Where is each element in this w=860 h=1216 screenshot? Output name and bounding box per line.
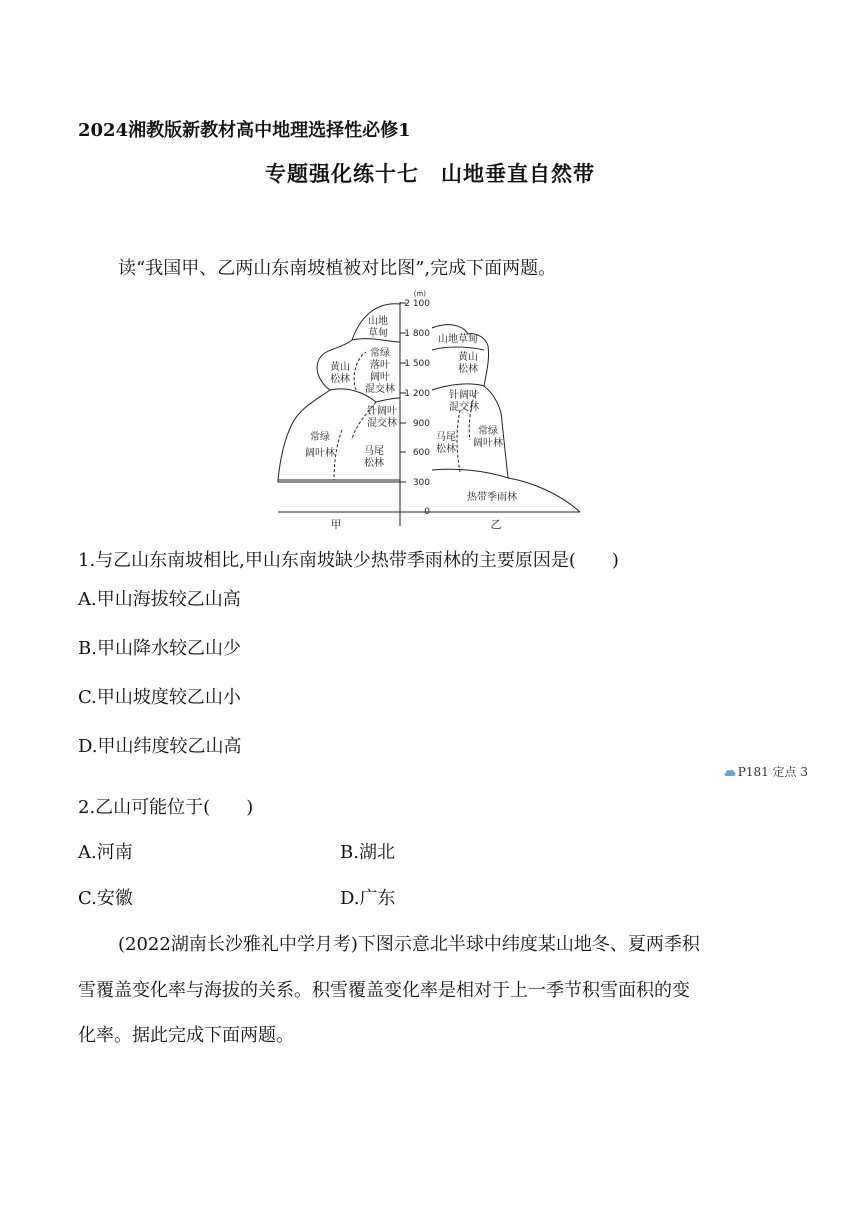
tick-label: 0 xyxy=(424,507,430,517)
tick-label: 1 200 xyxy=(404,389,430,399)
option-b: B.湖北 xyxy=(340,842,395,863)
yi-meadow-label: 山地草甸 xyxy=(438,334,478,345)
option-c: C.甲山坡度较乙山小 xyxy=(78,687,241,708)
yi-evergreen-label: 常绿 xyxy=(478,426,498,437)
page-title: 专题强化练十七 山地垂直自然带 xyxy=(265,161,595,186)
tick-label: 600 xyxy=(412,448,430,458)
tick-label: 2 100 xyxy=(404,299,430,309)
jia-mixed-forest-label: 常绿 xyxy=(370,348,390,359)
jia-huangshan-pine-label: 松林 xyxy=(330,374,350,385)
question-1-stem: 1.与乙山东南坡相比,甲山东南坡缺少热带季雨林的主要原因是( ) xyxy=(78,550,619,571)
jia-meadow-label: 山地 xyxy=(368,316,388,327)
document-header: 2024湘教版新教材高中地理选择性必修1 xyxy=(78,120,411,141)
yi-conifer-label: 针阔叶 xyxy=(449,390,479,401)
reference-tag xyxy=(724,763,808,780)
option-b: B.甲山降水较乙山少 xyxy=(78,638,241,659)
jia-masson-pine-label: 马尾 xyxy=(364,446,384,457)
yi-huangshan-pine-label: 松林 xyxy=(458,364,478,375)
passage-line: (2022湖南长沙雅礼中学月考)下图示意北半球中纬度某山地冬、夏两季积 xyxy=(118,934,700,955)
jia-mixed-forest-label: 混交林 xyxy=(365,384,395,395)
yi-masson-pine-label: 马尾 xyxy=(436,432,456,443)
option-d: D.广东 xyxy=(340,888,396,909)
jia-masson-pine-label: 松林 xyxy=(364,458,384,469)
question-2-stem: 2.乙山可能位于( ) xyxy=(78,797,254,818)
vegetation-comparison-figure xyxy=(270,290,590,540)
question-1-options xyxy=(78,575,242,771)
cloud-icon xyxy=(724,767,736,777)
label-jia: 甲 xyxy=(330,518,342,531)
intro-text: 读“我国甲、乙两山东南坡植被对比图”,完成下面两题。 xyxy=(118,258,557,279)
option-a: A.河南 xyxy=(78,842,133,863)
jia-huangshan-pine-label: 黄山 xyxy=(330,362,350,373)
reference-label: P181 定点 3 xyxy=(737,765,808,779)
option-a: A.甲山海拔较乙山高 xyxy=(78,589,241,610)
label-yi: 乙 xyxy=(490,518,502,531)
jia-conifer-label: 针阔叶 xyxy=(367,406,397,417)
passage-line: 化率。据此完成下面两题。 xyxy=(78,1025,294,1046)
jia-mixed-forest-label: 阔叶 xyxy=(370,372,390,383)
yi-masson-pine-label: 松林 xyxy=(436,444,456,455)
yi-evergreen-label: 阔叶林 xyxy=(473,438,503,449)
tick-label: 900 xyxy=(412,419,430,429)
jia-conifer-label: 混交林 xyxy=(367,418,397,429)
tick-label: 300 xyxy=(412,478,430,488)
tick-label: 1 800 xyxy=(404,329,430,339)
yi-rainforest-label: 热带季雨林 xyxy=(467,492,517,503)
option-c: C.安徽 xyxy=(78,888,133,909)
tick-label: 1 500 xyxy=(404,359,430,369)
passage-line: 雪覆盖变化率与海拔的关系。积雪覆盖变化率是相对于上一季节积雪面积的变 xyxy=(78,980,690,1001)
mountain-yi xyxy=(432,325,580,512)
axis-unit: (m) xyxy=(413,290,426,298)
jia-evergreen-label: 常绿 xyxy=(310,432,330,443)
option-d: D.甲山纬度较乙山高 xyxy=(78,736,242,757)
jia-mixed-forest-label: 落叶 xyxy=(370,360,390,371)
yi-huangshan-pine-label: 黄山 xyxy=(458,352,478,363)
yi-conifer-label: 混交林 xyxy=(449,402,479,413)
jia-meadow-label: 草甸 xyxy=(368,328,388,339)
jia-evergreen-label: 阔叶林 xyxy=(305,448,335,459)
